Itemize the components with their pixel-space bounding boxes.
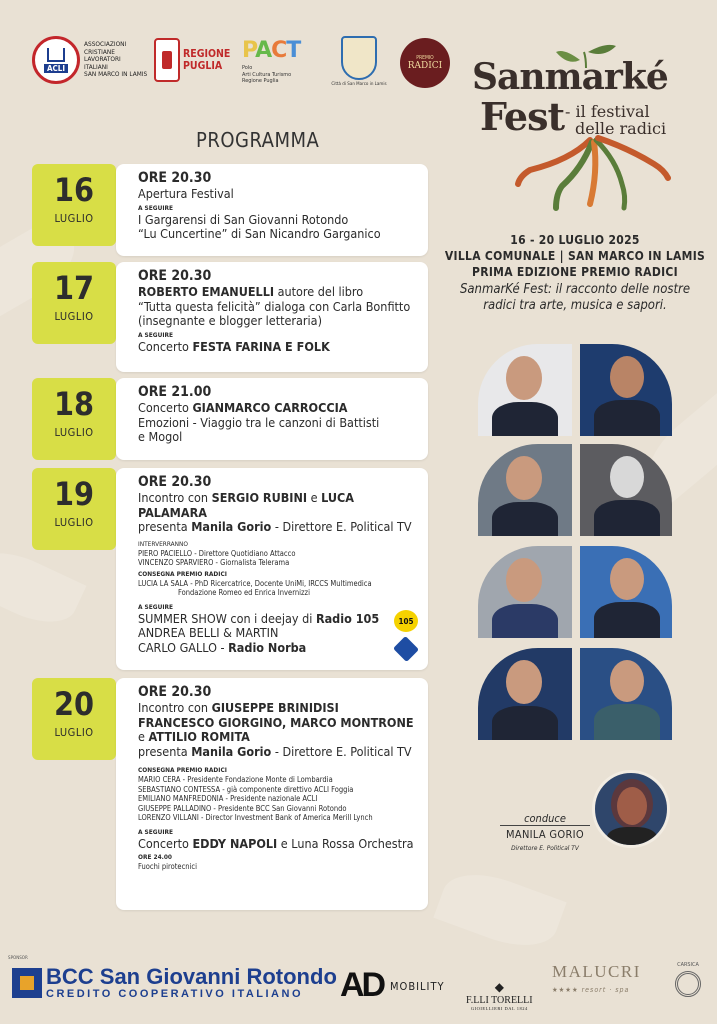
host-photo xyxy=(592,770,670,848)
program-card-17: ORE 20.30 ROBERTO EMANUELLI autore del libro “Tutta questa felicità” dialoga con Carla Bonfitto (insegnante e blogger letteraria) A SEGUIRE Concerto FESTA FARINA E FOLK xyxy=(116,262,428,372)
radio-105-icon: 105 xyxy=(394,610,418,632)
ad-mobility-sub: MOBILITY xyxy=(390,980,445,993)
bcc-logo-name: BCC San Giovanni Rotondo xyxy=(46,964,337,989)
bcc-logo-mark xyxy=(12,968,42,998)
acli-logo: ACLI ASSOCIAZIONI CRISTIANE LAVORATORI ITALIANI SAN MARCO IN LAMIS xyxy=(32,36,147,84)
event-info xyxy=(440,232,710,314)
event-dates: 16 - 20 LUGLIO 2025 xyxy=(510,233,640,247)
pact-logo: PACT Polo Arti Cultura Turismo Regione Puglia xyxy=(242,38,301,84)
carsica-logo: CARSICA xyxy=(666,962,710,997)
guest-photo xyxy=(478,344,572,436)
bg-leaf-decoration xyxy=(0,539,86,635)
guest-photo xyxy=(478,648,572,740)
program-card-18: ORE 21.00 Concerto GIANMARCO CARROCCIA Emozioni - Viaggio tra le canzoni di Battisti e Mogol xyxy=(116,378,428,460)
guest-photo xyxy=(580,546,672,638)
premio-radici-logo: PREMIO RADICI xyxy=(400,38,450,88)
host-credit: conduce MANILA GORIO Direttore E. Political TV xyxy=(500,812,590,852)
event-edition: PRIMA EDIZIONE PREMIO RADICI xyxy=(472,265,678,279)
malucri-sub: ★★★★ resort · spa xyxy=(552,986,630,994)
festival-brand xyxy=(470,40,710,220)
bcc-logo-sub: CREDITO COOPERATIVO ITALIANO xyxy=(46,988,304,1000)
malucri-logo: MALUCRI xyxy=(552,962,641,981)
partner-logos xyxy=(0,0,460,110)
brand-title-line1: Sanmarké xyxy=(472,56,668,98)
guest-photo xyxy=(580,344,672,436)
sponsor-label: SPONSOR xyxy=(8,956,28,961)
brand-title-line2: Fest xyxy=(480,94,565,139)
programma-heading: PROGRAMMA xyxy=(196,128,320,152)
regione-puglia-logo: REGIONE PUGLIA xyxy=(154,38,230,82)
sponsor-bar xyxy=(0,950,717,1024)
citta-crest-logo: Città di San Marco in Lamis xyxy=(330,36,388,87)
program-card-20: ORE 20.30 Incontro con GIUSEPPE BRINIDISI FRANCESCO GIORGINO, MARCO MONTRONE e ATTILIO ROMITA presenta Manila Gorio - Direttore E. Political TV CONSEGNA PREMIO RADICI MARIO CERA - Presidente Fondazione Monte di Lombardia SEBASTIANO CONTESSA - già componente direttivo ACLI Foggia EMILIANO MANFREDONIA - Presidente nazionale ACLI GIUSEPPE PALLADINO - Presidente BCC San Giovanni Rotondo LORENZO VILLANI - Director Investment Bank of America Merill Lynch A SEGUIRE Concerto EDDY NAPOLI e Luna Rossa Orchestra ORE 24.00 Fuochi pirotecnici xyxy=(116,678,428,910)
date-badge-17: 17 LUGLIO xyxy=(32,262,116,344)
brand-subtitle: - il festival delle radici xyxy=(565,102,667,138)
bg-leaf-decoration xyxy=(433,861,566,958)
program-card-16: ORE 20.30 Apertura Festival A SEGUIRE I Gargarensi di San Giovanni Rotondo “Lu Cuncertine” di San Nicandro Garganico xyxy=(116,164,428,256)
event-venue: VILLA COMUNALE | SAN MARCO IN LAMIS xyxy=(444,249,706,263)
date-badge-18: 18 LUGLIO xyxy=(32,378,116,460)
event-tagline: SanmarKé Fest: il racconto delle nostre radici tra arte, musica e sapori. xyxy=(459,282,691,313)
torelli-logo: ◆ F.LLI TORELLI GIOIELLIERI DAL 1824 xyxy=(466,980,533,1011)
date-badge-20: 20 LUGLIO xyxy=(32,678,116,760)
ad-mobility-logo: AD xyxy=(340,966,384,1004)
date-badge-16: 16 LUGLIO xyxy=(32,164,116,246)
date-badge-19: 19 LUGLIO xyxy=(32,468,116,550)
program-card-19: ORE 20.30 Incontro con SERGIO RUBINI e LUCA PALAMARA presenta Manila Gorio - Direttore E. Political TV INTERVERRANNO PIERO PACIELLO - Direttore Quotidiano Attacco VINCENZO SPARVIERO - Giornalista Telerama CONSEGNA PREMIO RADICI LUCIA LA SALA - PhD Ricercatrice, Docente UniMi, IRCCS Multimedica Fondazione Romeo ed Enrica Invernizzi A SEGUIRE SUMMER SHOW con i deejay di Radio 105 ANDREA BELLI & MARTIN CARLO GALLO - Radio Norba 105 xyxy=(116,468,428,670)
guest-photo xyxy=(478,546,572,638)
guest-photo xyxy=(580,648,672,740)
guest-photo xyxy=(478,444,572,536)
